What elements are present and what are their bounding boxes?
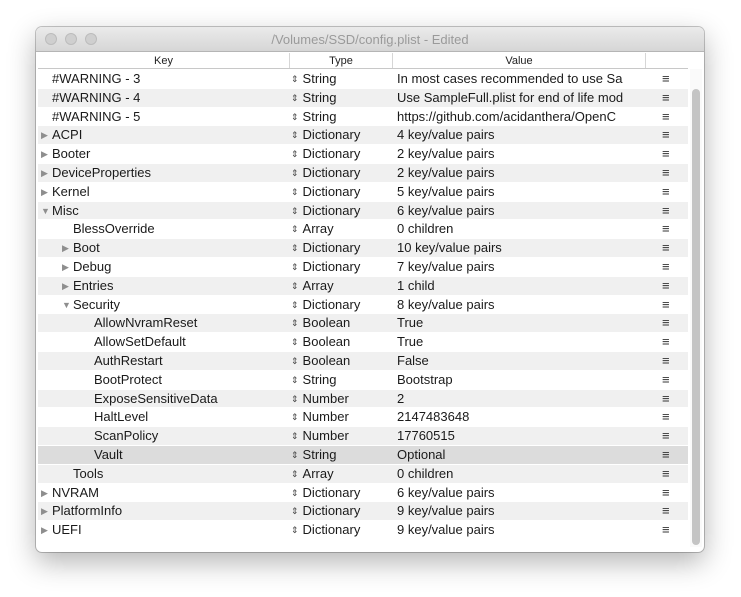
row-value[interactable]: 6 key/value pairs <box>397 484 495 500</box>
row-menu-icon[interactable]: ≡ <box>662 409 670 425</box>
row-menu-icon[interactable]: ≡ <box>662 371 670 387</box>
disclosure-collapsed-icon[interactable]: ▶ <box>41 506 48 517</box>
row-type-popup[interactable] <box>291 521 360 540</box>
plist-editor-window <box>36 27 704 552</box>
row-type-label: String <box>302 371 337 387</box>
row-key[interactable]: Booter <box>52 146 91 162</box>
row-type-label: String <box>302 71 337 86</box>
row-type-label: Dictionary <box>302 240 361 256</box>
row-value[interactable]: 1 child <box>397 277 435 293</box>
row-type-popup[interactable] <box>291 408 349 427</box>
table-row[interactable] <box>38 295 688 314</box>
column-header <box>38 53 688 69</box>
row-type-popup[interactable] <box>291 164 360 183</box>
disclosure-expanded-icon[interactable]: ▼ <box>62 299 71 310</box>
row-type-label: Dictionary <box>302 503 361 519</box>
row-key[interactable]: BlessOverride <box>73 221 155 237</box>
value-column-header[interactable]: Value <box>393 53 646 68</box>
disclosure-expanded-icon[interactable]: ▼ <box>41 205 50 216</box>
stepper-arrows-icon: ⇕ <box>291 243 299 254</box>
row-type-popup[interactable] <box>291 126 360 145</box>
row-key[interactable]: DeviceProperties <box>52 164 151 180</box>
row-menu-icon[interactable]: ≡ <box>662 221 670 237</box>
stepper-arrows-icon: ⇕ <box>291 393 299 404</box>
table-row[interactable] <box>38 163 688 182</box>
table-row[interactable] <box>38 332 688 351</box>
row-key[interactable]: Kernel <box>52 183 90 199</box>
row-value[interactable]: 17760515 <box>397 428 455 444</box>
row-type-label: Array <box>302 221 334 237</box>
row-key[interactable]: PlatformInfo <box>52 503 123 519</box>
stepper-arrows-icon: ⇕ <box>291 355 299 366</box>
stepper-arrows-icon: ⇕ <box>291 506 299 517</box>
row-type-label: Dictionary <box>302 146 361 162</box>
row-menu-icon[interactable]: ≡ <box>662 315 670 331</box>
row-type-popup[interactable] <box>291 145 360 164</box>
table-row[interactable] <box>38 182 688 201</box>
stepper-arrows-icon: ⇕ <box>291 431 299 442</box>
row-type-label: Dictionary <box>302 484 361 500</box>
row-type-label: Boolean <box>302 334 351 350</box>
scrollbar-thumb[interactable] <box>692 89 700 545</box>
table-row[interactable] <box>38 276 688 295</box>
row-type-label: Boolean <box>302 352 351 368</box>
disclosure-collapsed-icon[interactable]: ▶ <box>41 130 48 141</box>
row-value[interactable]: 9 key/value pairs <box>397 522 495 538</box>
row-menu-icon[interactable]: ≡ <box>662 446 670 462</box>
disclosure-collapsed-icon[interactable]: ▶ <box>62 243 69 254</box>
row-type-label: Number <box>302 390 349 406</box>
row-key[interactable]: AllowSetDefault <box>94 334 186 350</box>
row-key[interactable]: Security <box>73 296 120 312</box>
window-title: /Volumes/SSD/config.plist - Edited <box>271 32 469 47</box>
row-value[interactable]: Use SampleFull.plist for end of life mod <box>397 89 624 105</box>
row-type-label: Dictionary <box>302 183 361 199</box>
stepper-arrows-icon: ⇕ <box>291 468 299 479</box>
row-key[interactable]: #WARNING - 5 <box>52 108 141 124</box>
table-row[interactable] <box>38 144 688 163</box>
row-key[interactable]: AllowNvramReset <box>94 315 198 331</box>
stepper-arrows-icon: ⇕ <box>291 92 299 103</box>
stepper-arrows-icon: ⇕ <box>291 261 299 272</box>
outline-view <box>38 69 688 539</box>
row-value[interactable]: Optional <box>397 446 446 462</box>
row-key[interactable]: ExposeSensitiveData <box>94 390 218 406</box>
table-row[interactable] <box>38 370 688 389</box>
row-menu-icon[interactable]: ≡ <box>662 89 670 105</box>
table-row[interactable] <box>38 445 688 464</box>
table-row[interactable] <box>38 125 688 144</box>
row-value[interactable]: 2 key/value pairs <box>397 164 495 180</box>
row-type-popup[interactable] <box>291 502 360 521</box>
stepper-arrows-icon: ⇕ <box>291 74 299 84</box>
row-value[interactable]: 2 key/value pairs <box>397 146 495 162</box>
row-value[interactable]: 2 <box>397 390 405 406</box>
table-row[interactable] <box>38 464 688 483</box>
disclosure-collapsed-icon[interactable]: ▶ <box>41 487 48 498</box>
table-row[interactable] <box>38 107 688 126</box>
stepper-arrows-icon: ⇕ <box>291 167 299 178</box>
row-value[interactable]: 2147483648 <box>397 409 470 425</box>
row-key[interactable]: Boot <box>73 240 100 256</box>
row-menu-icon[interactable]: ≡ <box>662 484 670 500</box>
row-type-popup[interactable] <box>291 371 337 390</box>
row-type-popup[interactable] <box>291 390 349 409</box>
row-type-popup[interactable] <box>291 202 360 221</box>
row-key[interactable]: #WARNING - 3 <box>52 71 141 86</box>
stepper-arrows-icon: ⇕ <box>291 130 299 141</box>
stepper-arrows-icon: ⇕ <box>291 318 299 329</box>
table-row[interactable] <box>38 201 688 220</box>
row-type-label: Dictionary <box>302 164 361 180</box>
stepper-arrows-icon: ⇕ <box>291 299 299 310</box>
row-key[interactable]: Misc <box>52 202 79 218</box>
row-menu-icon[interactable]: ≡ <box>662 202 670 218</box>
row-value[interactable]: True <box>397 334 424 350</box>
row-value[interactable]: 7 key/value pairs <box>397 258 495 274</box>
row-value[interactable]: In most cases recommended to use Sa <box>397 71 623 86</box>
row-value[interactable]: Bootstrap <box>397 371 453 387</box>
stepper-arrows-icon: ⇕ <box>291 149 299 160</box>
key-column-header[interactable]: Key <box>38 53 290 68</box>
row-menu-icon[interactable]: ≡ <box>662 183 670 199</box>
table-row[interactable] <box>38 426 688 445</box>
row-menu-icon[interactable]: ≡ <box>662 146 670 162</box>
row-type-popup[interactable] <box>291 296 360 315</box>
row-value[interactable]: True <box>397 315 424 331</box>
row-type-label: Number <box>302 409 349 425</box>
row-menu-icon[interactable]: ≡ <box>662 428 670 444</box>
row-value[interactable]: 6 key/value pairs <box>397 202 495 218</box>
disclosure-collapsed-icon[interactable]: ▶ <box>62 280 69 291</box>
row-value[interactable]: https://github.com/acidanthera/OpenC <box>397 108 616 124</box>
row-value[interactable]: 9 key/value pairs <box>397 503 495 519</box>
table-row[interactable] <box>38 88 688 107</box>
row-key[interactable]: Entries <box>73 277 114 293</box>
row-type-label: String <box>302 108 337 124</box>
row-value[interactable]: 4 key/value pairs <box>397 127 495 143</box>
table-row[interactable] <box>38 389 688 408</box>
row-type-label: Number <box>302 428 349 444</box>
row-key[interactable]: NVRAM <box>52 484 99 500</box>
row-menu-icon[interactable]: ≡ <box>662 277 670 293</box>
stepper-arrows-icon: ⇕ <box>291 186 299 197</box>
row-value[interactable]: 0 children <box>397 465 454 481</box>
table-row[interactable] <box>38 219 688 238</box>
table-row[interactable] <box>38 483 688 502</box>
row-type-popup[interactable] <box>291 108 337 127</box>
row-menu-icon[interactable]: ≡ <box>662 71 670 86</box>
table-row[interactable] <box>38 257 688 276</box>
table-row[interactable] <box>38 501 688 520</box>
row-type-popup[interactable] <box>291 239 360 258</box>
stepper-arrows-icon: ⇕ <box>291 205 299 216</box>
row-menu-icon[interactable]: ≡ <box>662 258 670 274</box>
row-key[interactable]: AuthRestart <box>94 352 163 368</box>
row-key[interactable]: UEFI <box>52 522 82 538</box>
row-type-label: String <box>302 446 337 462</box>
stepper-arrows-icon: ⇕ <box>291 374 299 385</box>
row-type-popup[interactable] <box>291 484 360 503</box>
row-key[interactable]: Tools <box>73 465 104 481</box>
row-key[interactable]: Vault <box>94 446 123 462</box>
type-column-header[interactable]: Type <box>290 53 393 68</box>
row-value[interactable]: 8 key/value pairs <box>397 296 495 312</box>
row-type-label: Dictionary <box>302 127 361 143</box>
row-menu-icon[interactable]: ≡ <box>662 522 670 538</box>
row-type-popup[interactable] <box>291 446 337 465</box>
row-type-popup[interactable] <box>291 89 337 108</box>
stepper-arrows-icon: ⇕ <box>291 224 299 235</box>
stepper-arrows-icon: ⇕ <box>291 280 299 291</box>
table-row[interactable] <box>38 520 688 539</box>
row-key[interactable]: Debug <box>73 258 112 274</box>
row-menu-icon[interactable]: ≡ <box>662 465 670 481</box>
row-type-popup[interactable] <box>291 183 360 202</box>
row-value[interactable]: 5 key/value pairs <box>397 183 495 199</box>
stepper-arrows-icon: ⇕ <box>291 525 299 536</box>
row-menu-icon[interactable]: ≡ <box>662 296 670 312</box>
row-type-label: String <box>302 89 337 105</box>
row-type-label: Boolean <box>302 315 351 331</box>
stepper-arrows-icon: ⇕ <box>291 111 299 122</box>
row-type-label: Dictionary <box>302 296 361 312</box>
table-row[interactable] <box>38 407 688 426</box>
disclosure-collapsed-icon[interactable]: ▶ <box>62 261 69 272</box>
row-type-popup[interactable] <box>291 427 349 446</box>
row-menu-icon[interactable]: ≡ <box>662 164 670 180</box>
stepper-arrows-icon: ⇕ <box>291 449 299 460</box>
row-key[interactable]: HaltLevel <box>94 409 149 425</box>
row-type-popup[interactable] <box>291 465 334 484</box>
table-row[interactable] <box>38 238 688 257</box>
row-type-popup[interactable] <box>291 333 350 352</box>
row-value[interactable]: 0 children <box>397 221 454 237</box>
stepper-arrows-icon: ⇕ <box>291 487 299 498</box>
row-type-popup[interactable] <box>291 258 360 277</box>
row-type-popup[interactable] <box>291 352 350 371</box>
row-key[interactable]: BootProtect <box>94 371 162 387</box>
row-key[interactable]: ACPI <box>52 127 83 143</box>
row-type-label: Array <box>302 277 334 293</box>
row-key[interactable]: ScanPolicy <box>94 428 159 444</box>
row-menu-icon[interactable]: ≡ <box>662 390 670 406</box>
row-menu-icon[interactable]: ≡ <box>662 334 670 350</box>
row-key[interactable]: #WARNING - 4 <box>52 89 141 105</box>
row-menu-icon[interactable]: ≡ <box>662 352 670 368</box>
stepper-arrows-icon: ⇕ <box>291 337 299 348</box>
row-value[interactable]: False <box>397 352 429 368</box>
row-menu-icon[interactable]: ≡ <box>662 127 670 143</box>
row-menu-icon[interactable]: ≡ <box>662 108 670 124</box>
disclosure-collapsed-icon[interactable]: ▶ <box>41 186 48 197</box>
disclosure-collapsed-icon[interactable]: ▶ <box>41 525 48 536</box>
row-type-popup[interactable] <box>291 277 334 296</box>
table-row[interactable] <box>38 313 688 332</box>
disclosure-collapsed-icon[interactable]: ▶ <box>41 149 48 160</box>
row-type-label: Dictionary <box>302 522 361 538</box>
title-bar[interactable] <box>36 27 704 52</box>
row-type-label: Dictionary <box>302 258 361 274</box>
table-row[interactable] <box>38 351 688 370</box>
row-type-label: Array <box>302 465 334 481</box>
table-row[interactable] <box>38 69 688 88</box>
row-value[interactable]: 10 key/value pairs <box>397 240 502 256</box>
stepper-arrows-icon: ⇕ <box>291 412 299 423</box>
row-menu-icon[interactable]: ≡ <box>662 240 670 256</box>
disclosure-collapsed-icon[interactable]: ▶ <box>41 167 48 178</box>
row-type-popup[interactable] <box>291 70 337 89</box>
row-type-popup[interactable] <box>291 314 350 333</box>
row-menu-icon[interactable]: ≡ <box>662 503 670 519</box>
row-type-popup[interactable] <box>291 220 334 239</box>
row-type-label: Dictionary <box>302 202 361 218</box>
